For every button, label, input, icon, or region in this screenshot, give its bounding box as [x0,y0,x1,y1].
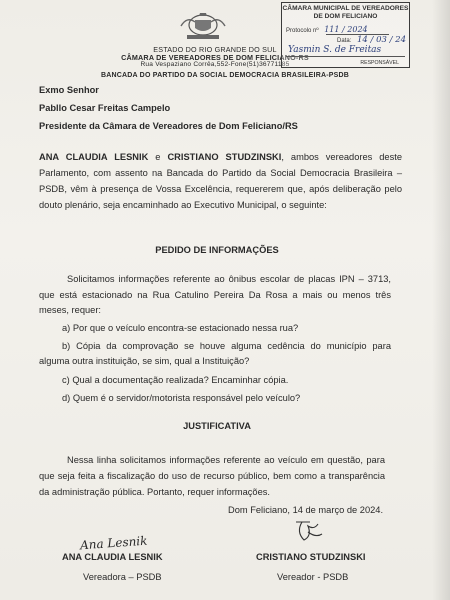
date-label: Data: [337,38,352,44]
request-item-a: a) Por que o veículo encontra-se estacionado nessa rua? [62,323,299,333]
request-item-b: b) Cópia da comprovação se houve alguma cedência do município para alguma outra instituição, se sim, qual a Instituição? [39,341,391,366]
intro-paragraph [39,149,402,213]
request-item-d: d) Quem é o servidor/motorista responsável pelo veículo? [62,393,301,403]
author-1: ANA CLAUDIA LESNIK [39,152,149,162]
signature-2-name: CRISTIANO STUDZINSKI [256,552,366,562]
request-item-c: c) Qual a documentação realizada? Encaminhar cópia. [62,375,289,385]
stamp-title-line1: CÂMARA MUNICIPAL DE VEREADORES [282,5,409,12]
responsible-label: RESPONSÁVEL [360,60,399,66]
signature-2-role: Vereador - PSDB [277,572,349,582]
date-row [337,35,406,45]
intro-text: , ambos vereadores deste Parlamento, com assento na Bancada do Partido da Social Democracia Brasileira – PSDB, vêm à presença de Vossa Excelência, requererem que, após deliberação pelo douto plenário, seja encaminhado ao Executivo Municipal, o seguinte: [39,152,403,210]
protocol-row [286,25,368,34]
party-bench: BANCADA DO PARTIDO DA SOCIAL DEMOCRACIA BRASILEIRA-PSDB [101,72,349,79]
receiver-line [286,56,405,57]
author-conjunction: e [148,152,168,162]
section-title-request: PEDIDO DE INFORMAÇÕES [155,245,279,255]
signature-1-role: Vereadora – PSDB [83,572,162,582]
coat-of-arms-emblem [173,12,233,42]
receiver-handwriting: Yasmin S. de Freitas [288,45,382,55]
chamber-name: CÂMARA DE VEREADORES DE DOM FELICIANO-RS [121,53,309,62]
signature-1-handwriting: Ana Lesnik [79,533,148,553]
justification-paragraph: Nessa linha solicitamos informações referente ao veículo em questão, para que seja feita a fiscalização do uso de recurso público, bem como a transparência da administração pública. Portanto, requer informações. [39,455,385,497]
addressee-name: Pabllo Cesar Freitas Campelo [39,103,171,113]
signature-2-scribble [288,518,328,546]
section-title-justification: JUSTIFICATIVA [183,421,251,431]
date-place: Dom Feliciano, 14 de março de 2024. [228,505,384,515]
chamber-address: Rua Vespaziano Corrêa,552-Fone(51)36771185 [140,61,290,68]
stamp-title-line2: DE DOM FELICIANO [313,13,378,20]
addressee-role: Presidente da Câmara de Vereadores de Dom Feliciano/RS [39,121,298,131]
request-paragraph: Solicitamos informações referente ao ônibus escolar de placas IPN – 3713, que está estacionado na Rua Catulino Pereira Da Rosa a mais ou menos três meses, requer: [39,274,391,315]
author-2: CRISTIANO STUDZINSKI [167,152,282,162]
date-value: 14 / 03 / 24 [357,35,406,45]
protocol-number: 111 / 2024 [324,25,368,34]
protocol-stamp [281,2,410,68]
page-edge-shadow [432,0,450,600]
stamp-title [282,5,409,21]
state-name: ESTADO DO RIO GRANDE DO SUL [153,45,277,54]
salutation: Exmo Senhor [39,85,99,95]
signature-1-name: ANA CLAUDIA LESNIK [62,552,163,562]
protocol-label: Protocolo nº [286,28,319,34]
